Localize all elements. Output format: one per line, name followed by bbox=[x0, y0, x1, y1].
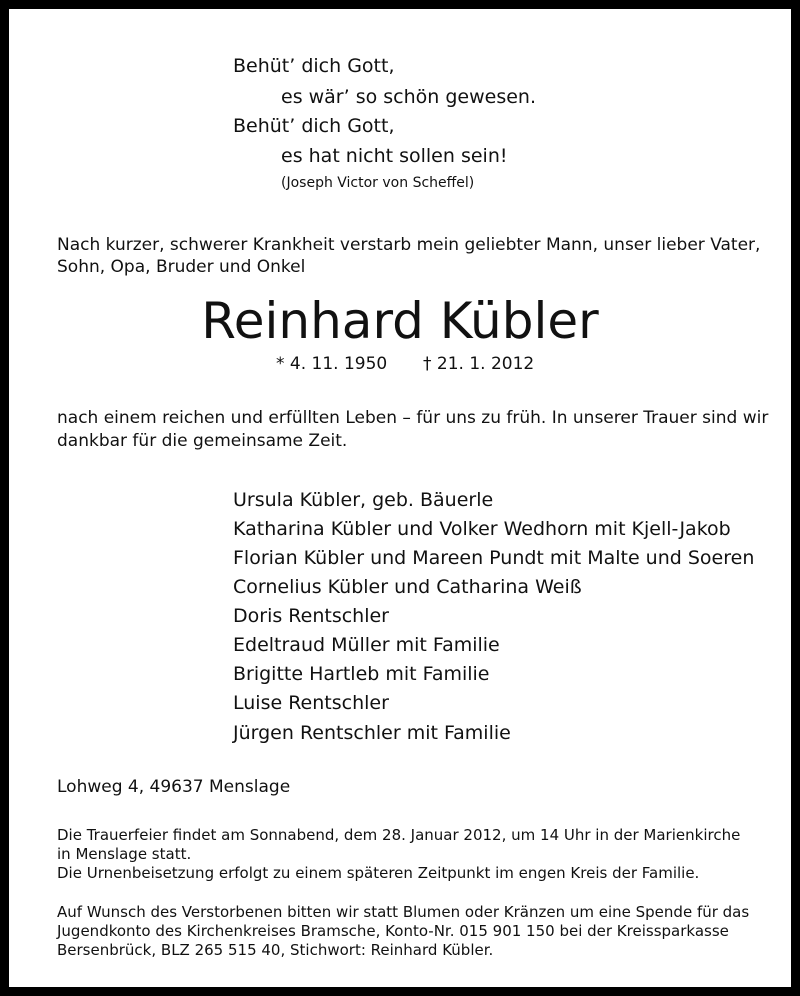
intro-line-1: Nach kurzer, schwerer Krankheit verstarb mein geliebter Mann, unser lieber Vater, bbox=[57, 235, 761, 255]
poem-line-2: es wär’ so schön gewesen. bbox=[281, 86, 537, 108]
mourner-2: Katharina Kübler und Volker Wedhorn mit Kjell-Jakob bbox=[233, 518, 731, 540]
ceremony-line-2: in Menslage statt. bbox=[57, 845, 192, 863]
mourner-1: Ursula Kübler, geb. Bäuerle bbox=[233, 489, 494, 511]
poem-line-4: es hat nicht sollen sein! bbox=[281, 145, 508, 167]
closing-line-1: nach einem reichen und erfüllten Leben – für uns zu früh. In unserer Trauer sind wir bbox=[57, 408, 769, 428]
poem-line-3: Behüt’ dich Gott, bbox=[233, 115, 395, 137]
mourner-9: Jürgen Rentschler mit Familie bbox=[233, 722, 511, 744]
mourner-8: Luise Rentschler bbox=[233, 692, 389, 714]
closing-line-2: dankbar für die gemeinsame Zeit. bbox=[57, 431, 348, 451]
deceased-name: Reinhard Kübler bbox=[201, 292, 599, 350]
intro-line-2: Sohn, Opa, Bruder und Onkel bbox=[57, 257, 306, 277]
mourner-3: Florian Kübler und Mareen Pundt mit Malte und Soeren bbox=[233, 547, 755, 569]
poem-line-1: Behüt’ dich Gott, bbox=[233, 55, 395, 77]
poem-credit: (Joseph Victor von Scheffel) bbox=[281, 175, 475, 191]
mourner-5: Doris Rentschler bbox=[233, 605, 389, 627]
mourner-4: Cornelius Kübler und Catharina Weiß bbox=[233, 576, 582, 598]
donation-line-2: Jugendkonto des Kirchenkreises Bramsche, Konto-Nr. 015 901 150 bei der Kreissparkasse bbox=[57, 922, 729, 940]
ceremony-line-1: Die Trauerfeier findet am Sonnabend, dem 28. Januar 2012, um 14 Uhr in der Marienkirche bbox=[57, 826, 741, 844]
donation-line-1: Auf Wunsch des Verstorbenen bitten wir statt Blumen oder Kränzen um eine Spende für das bbox=[57, 903, 750, 921]
donation-line-3: Bersenbrück, BLZ 265 515 40, Stichwort: Reinhard Kübler. bbox=[57, 941, 494, 959]
mourner-7: Brigitte Hartleb mit Familie bbox=[233, 663, 490, 685]
ceremony-line-3: Die Urnenbeisetzung erfolgt zu einem späteren Zeitpunkt im engen Kreis der Familie. bbox=[57, 864, 700, 882]
birth-date: * 4. 11. 1950 bbox=[276, 354, 388, 374]
address: Lohweg 4, 49637 Menslage bbox=[57, 777, 291, 797]
mourner-6: Edeltraud Müller mit Familie bbox=[233, 634, 500, 656]
death-date: † 21. 1. 2012 bbox=[423, 354, 535, 374]
